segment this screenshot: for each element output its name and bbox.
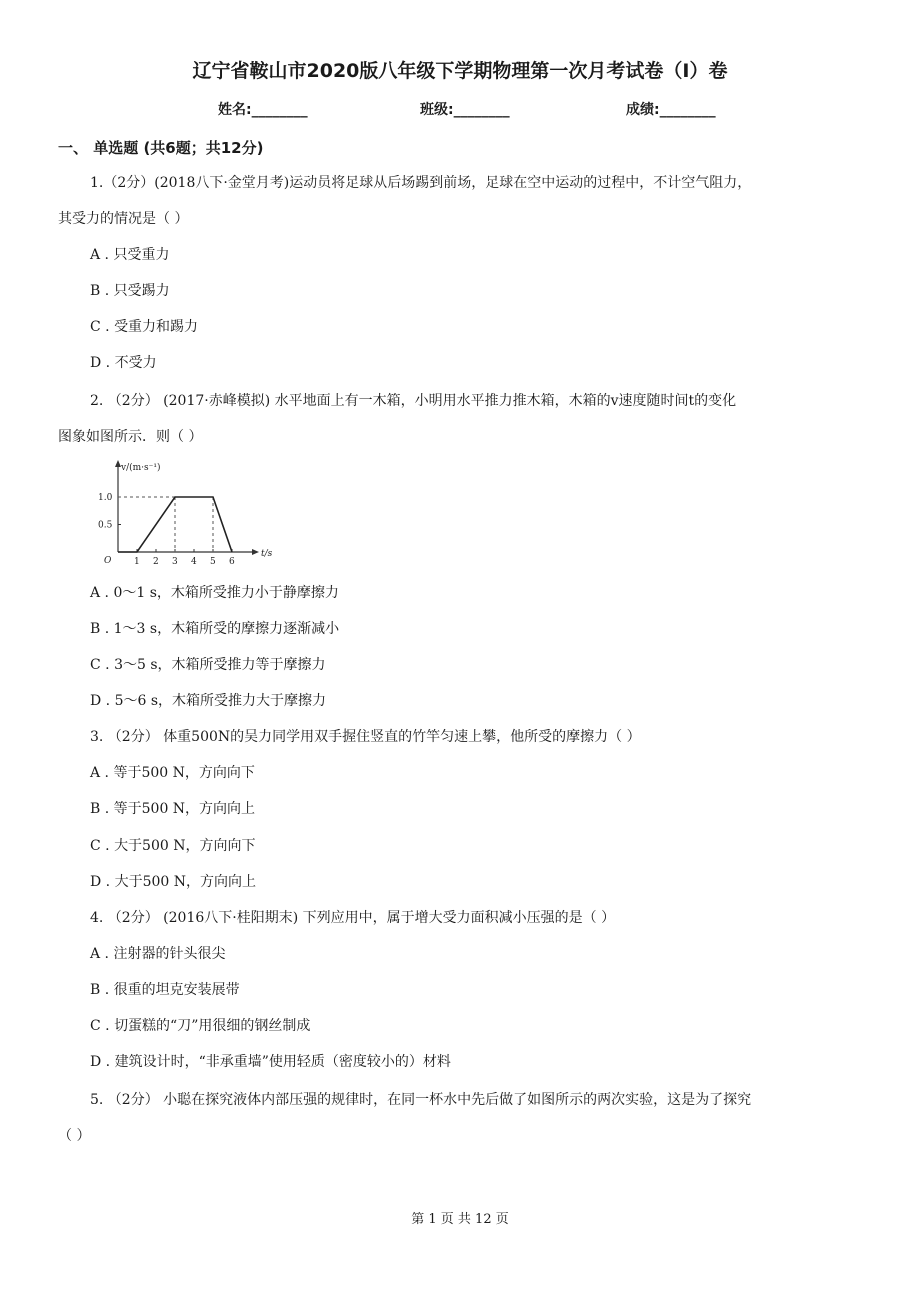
question-2-option-b: B . 1～3 s，木箱所受的摩擦力逐渐减小	[90, 621, 340, 637]
class-field-label: 班级:________	[420, 102, 510, 118]
x-axis-arrow	[252, 549, 259, 555]
x-tick-label: 3	[172, 557, 178, 567]
question-3-option-c: C . 大于500 N，方向向下	[90, 838, 256, 854]
x-tick-label: 2	[153, 557, 159, 567]
question-3-option-a: A . 等于500 N，方向向下	[90, 765, 255, 781]
question-4-option-d: D . 建筑设计时，“非承重墙”使用轻质（密度较小的）材料	[90, 1054, 451, 1070]
y-tick-label: 0.5	[98, 520, 113, 531]
name-field-label: 姓名:________	[218, 102, 308, 118]
question-3-text: 3. （2分） 体重500N的吴力同学用双手握住竖直的竹竿匀速上攀，他所受的摩擦力（ ）	[90, 729, 641, 745]
question-4-option-a: A . 注射器的针头很尖	[90, 946, 226, 962]
y-axis-label: v/(m·s⁻¹)	[121, 463, 161, 473]
page-title: 辽宁省鞍山市2020版八年级下学期物理第一次月考试卷（I）卷	[192, 60, 728, 82]
y-tick-label: 1.0	[98, 493, 113, 503]
question-5-text-cont: （ ）	[58, 1128, 91, 1144]
question-1-option-d: D . 不受力	[90, 355, 157, 371]
question-5-text: 5. （2分） 小聪在探究液体内部压强的规律时，在同一杯水中先后做了如图所示的两次实验，这是为了探究	[90, 1092, 752, 1108]
x-tick-label: 4	[191, 557, 197, 567]
question-2-text-cont: 图象如图所示．则（ ）	[58, 429, 203, 445]
question-1-text: 1.（2分）(2018八下·金堂月考)运动员将足球从后场踢到前场，足球在空中运动的过程中，不计空气阻力，	[90, 175, 752, 191]
x-tick-label: 6	[229, 557, 235, 567]
section-heading: 一、 单选题 (共6题；共12分)	[58, 139, 264, 157]
question-2-option-c: C . 3～5 s，木箱所受推力等于摩擦力	[90, 657, 326, 673]
x-tick-label: 1	[134, 557, 140, 567]
student-info-row	[0, 99, 920, 123]
x-axis-label: t/s	[261, 549, 273, 559]
origin-label: O	[104, 556, 112, 566]
question-1-option-b: B . 只受踢力	[90, 283, 170, 299]
page-footer: 第 1 页 共 12 页	[411, 1212, 509, 1227]
question-4-option-b: B . 很重的坦克安装展带	[90, 982, 240, 998]
question-2-option-a: A . 0～1 s，木箱所受推力小于静摩擦力	[90, 585, 339, 601]
question-1-option-a: A . 只受重力	[90, 247, 170, 263]
question-3-option-d: D . 大于500 N，方向向上	[90, 874, 256, 890]
velocity-time-graph	[98, 460, 278, 572]
question-1-text-cont: 其受力的情况是（ ）	[58, 211, 189, 227]
question-2-text: 2. （2分） (2017·赤峰模拟) 水平地面上有一木箱，小明用水平推力推木箱，木箱的v速度随时间t的变化	[90, 393, 737, 409]
x-tick-label: 5	[210, 557, 216, 567]
question-4-option-c: C . 切蛋糕的“刀”用很细的钢丝制成	[90, 1018, 311, 1034]
question-3-option-b: B . 等于500 N，方向向上	[90, 801, 256, 817]
question-1-option-c: C . 受重力和踢力	[90, 319, 199, 335]
question-4-text: 4. （2分） (2016八下·桂阳期末) 下列应用中，属于增大受力面积减小压强的是（ ）	[90, 910, 616, 926]
question-2-option-d: D . 5～6 s，木箱所受推力大于摩擦力	[90, 693, 327, 709]
score-field-label: 成绩:________	[626, 102, 716, 118]
